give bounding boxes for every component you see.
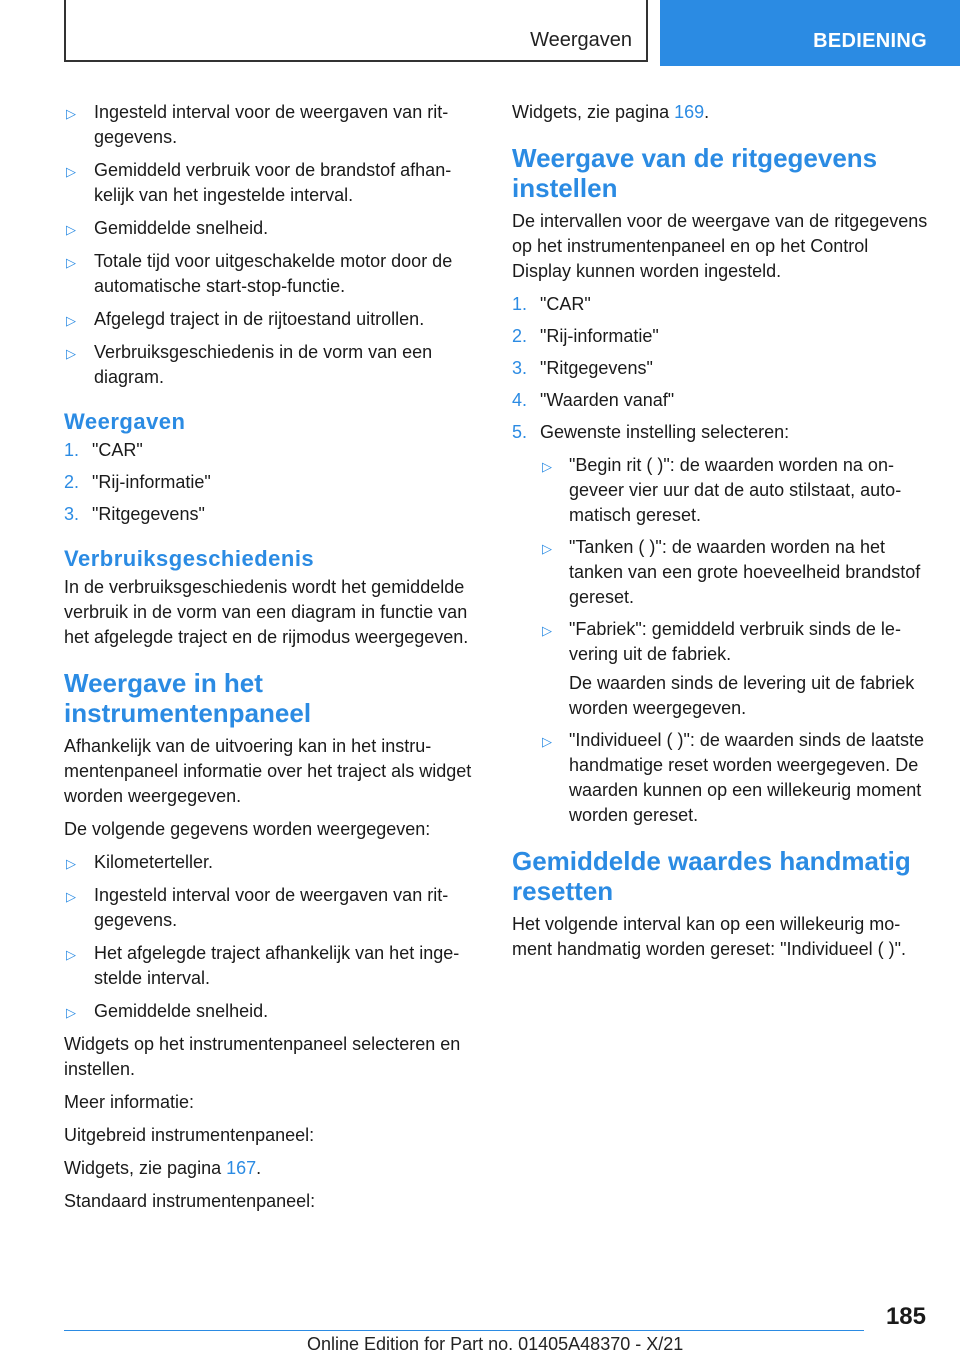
step-number: 3. [64, 504, 80, 524]
list-item: ▷ Gemiddelde snelheid. [64, 216, 484, 241]
triangle-bullet-icon: ▷ [66, 106, 76, 121]
list-item: 5. Gewenste instelling selecteren: ▷ "Begin rit ( )": de waarden worden na ongeveer vier uur dat de auto stilstaat, automatisch gereset. ▷ "Tanken ( )": de waarden worden na het tanken van een grote hoeveelheid brandstof gereset. ▷ "Fabriek": gemiddeld verbruik sinds de levering uit de fabriek. De waarden sinds de levering uit de fabriek worden weergegeven. ▷ "Individueel ( )": de waarden sinds de laatste handmatige reset worden weergegeven. De waarden kunnen op een willekeurig moment worden gereset. [512, 420, 928, 828]
list-item: ▷ "Tanken ( )": de waarden worden na het tanken van een grote hoeveelheid brandstof gereset. [542, 537, 921, 607]
list-item: ▷ Afgelegd traject in de rijtoestand uitrollen. [64, 307, 484, 332]
footer-edition: Online Edition for Part no. 01405A48370 - X/21 [307, 1334, 684, 1354]
triangle-bullet-icon: ▷ [542, 459, 552, 474]
chapter-tab-label: BEDIENING [813, 30, 927, 52]
triangle-bullet-icon: ▷ [542, 734, 552, 749]
paragraph-fabriek-note: De waarden sinds de levering uit de fabriek worden weergegeven. [569, 673, 915, 718]
triangle-bullet-icon: ▷ [66, 889, 76, 904]
heading-verbruiksgeschiedenis: Verbruiksgeschiedenis [64, 546, 315, 571]
steps-weergaven [64, 438, 484, 527]
triangle-bullet-icon: ▷ [66, 313, 76, 328]
triangle-bullet-icon: ▷ [66, 164, 76, 179]
step-number: 3. [512, 358, 528, 378]
list-item: ▷ "Individueel ( )": de waarden sinds de laatste handmatige reset worden weergegeven. De waarden kunnen op een willekeurig moment worden gereset. [542, 730, 924, 825]
list-item: 2. "Rij-informatie" [512, 324, 928, 349]
paragraph-ritgegevens: De intervallen voor de weergave van de ritgegevens op het instrumentenpaneel en op het Control Display kunnen worden ingesteld. [512, 211, 928, 281]
step-number: 5. [512, 422, 528, 442]
list-item: ▷ Gemiddeld verbruik voor de brandstof afhankelijk van het ingestelde interval. [66, 160, 452, 205]
list-item: ▷ "Begin rit ( )": de waarden worden na ongeveer vier uur dat de auto stilstaat, automatisch gereset. [542, 455, 902, 525]
list-item: 4. "Waarden vanaf" [512, 388, 928, 413]
list-item: 1. "CAR" [64, 438, 484, 463]
paragraph-uitgebreid: Uitgebreid instrumentenpaneel: [64, 1125, 315, 1145]
triangle-bullet-icon: ▷ [542, 623, 552, 638]
triangle-bullet-icon: ▷ [66, 947, 76, 962]
heading-weergaven: Weergaven [64, 409, 186, 434]
list-item: ▷ Kilometerteller. [64, 850, 484, 875]
paragraph-instrumentenpaneel: Afhankelijk van de uitvoering kan in het instrumentenpaneel informatie over het traject als widget worden weergegeven. [64, 736, 472, 806]
list-item: 2. "Rij-informatie" [64, 470, 484, 495]
paragraph-resetten: Het volgende interval kan op een willekeurig moment handmatig worden gereset: "Individueel ( )". [512, 914, 906, 959]
heading-instrumentenpaneel: Weergave in het instrumentenpaneel [64, 668, 312, 728]
widgets-reference-169: Widgets, zie pagina 169. [512, 102, 710, 122]
paragraph-following-data: De volgende gegevens worden weergegeven: [64, 819, 431, 839]
right-column [512, 100, 928, 970]
steps-ritgegevens [512, 292, 928, 828]
triangle-bullet-icon: ▷ [66, 1005, 76, 1020]
header-section-box [64, 0, 648, 62]
list-item: ▷ Ingesteld interval voor de weergaven van ritgegevens. [66, 885, 449, 930]
heading-handmatig-resetten: Gemiddelde waardes handmatig resetten [512, 846, 911, 906]
list-item: ▷ Totale tijd voor uitgeschakelde motor door de automatische start-stop-functie. [66, 251, 453, 296]
step-number: 2. [64, 472, 80, 492]
paragraph-standaard: Standaard instrumentenpaneel: [64, 1191, 316, 1211]
step-number: 1. [64, 440, 80, 460]
paragraph-meer-informatie: Meer informatie: [64, 1092, 195, 1112]
page-number: 185 [885, 1303, 926, 1330]
page-header [0, 0, 960, 66]
triangle-bullet-icon: ▷ [66, 255, 76, 270]
widgets-reference-167: Widgets, zie pagina 167. [64, 1158, 262, 1178]
list-item: ▷ Het afgelegde traject afhankelijk van het ingestelde interval. [66, 943, 460, 988]
paragraph-verbruiksgeschiedenis: In de verbruiksgeschiedenis wordt het gemiddelde verbruik in de vorm van een diagram in functie van het afgelegde traject en de rijmodus weergegeven. [64, 577, 469, 647]
step-number: 2. [512, 326, 528, 346]
list-item: 3. "Ritgegevens" [64, 502, 484, 527]
left-column [64, 100, 484, 1222]
triangle-bullet-icon: ▷ [542, 541, 552, 556]
heading-ritgegevens-instellen: Weergave van de ritgegevens instellen [512, 143, 878, 203]
step-number: 1. [512, 294, 528, 314]
bullet-list-displayed-data [64, 850, 484, 1024]
list-item: ▷ "Fabriek": gemiddeld verbruik sinds de levering uit de fabriek. De waarden sinds de levering uit de fabriek worden weergegeven. [540, 617, 928, 721]
list-item: ▷ Gemiddelde snelheid. [64, 999, 484, 1024]
list-item: ▷ Ingesteld interval voor de weergaven van ritgegevens. [66, 102, 449, 147]
triangle-bullet-icon: ▷ [66, 222, 76, 237]
page-link-169[interactable]: 169 [674, 102, 705, 122]
list-item: ▷ Verbruiksgeschiedenis in de vorm van een diagram. [66, 342, 433, 387]
header-chapter-tab [660, 0, 960, 66]
bullet-list-trip-data [64, 100, 484, 390]
bullet-list-interval-options [540, 453, 928, 828]
list-item: 3. "Ritgegevens" [512, 356, 928, 381]
page-link-167[interactable]: 167 [226, 1158, 257, 1178]
footer-divider [64, 1330, 864, 1331]
step-number: 4. [512, 390, 528, 410]
header-section-title: Weergaven [530, 29, 632, 51]
triangle-bullet-icon: ▷ [66, 856, 76, 871]
triangle-bullet-icon: ▷ [66, 346, 76, 361]
paragraph-widgets: Widgets op het instrumentenpaneel selecteren en instellen. [64, 1034, 461, 1079]
list-item: 1. "CAR" [512, 292, 928, 317]
